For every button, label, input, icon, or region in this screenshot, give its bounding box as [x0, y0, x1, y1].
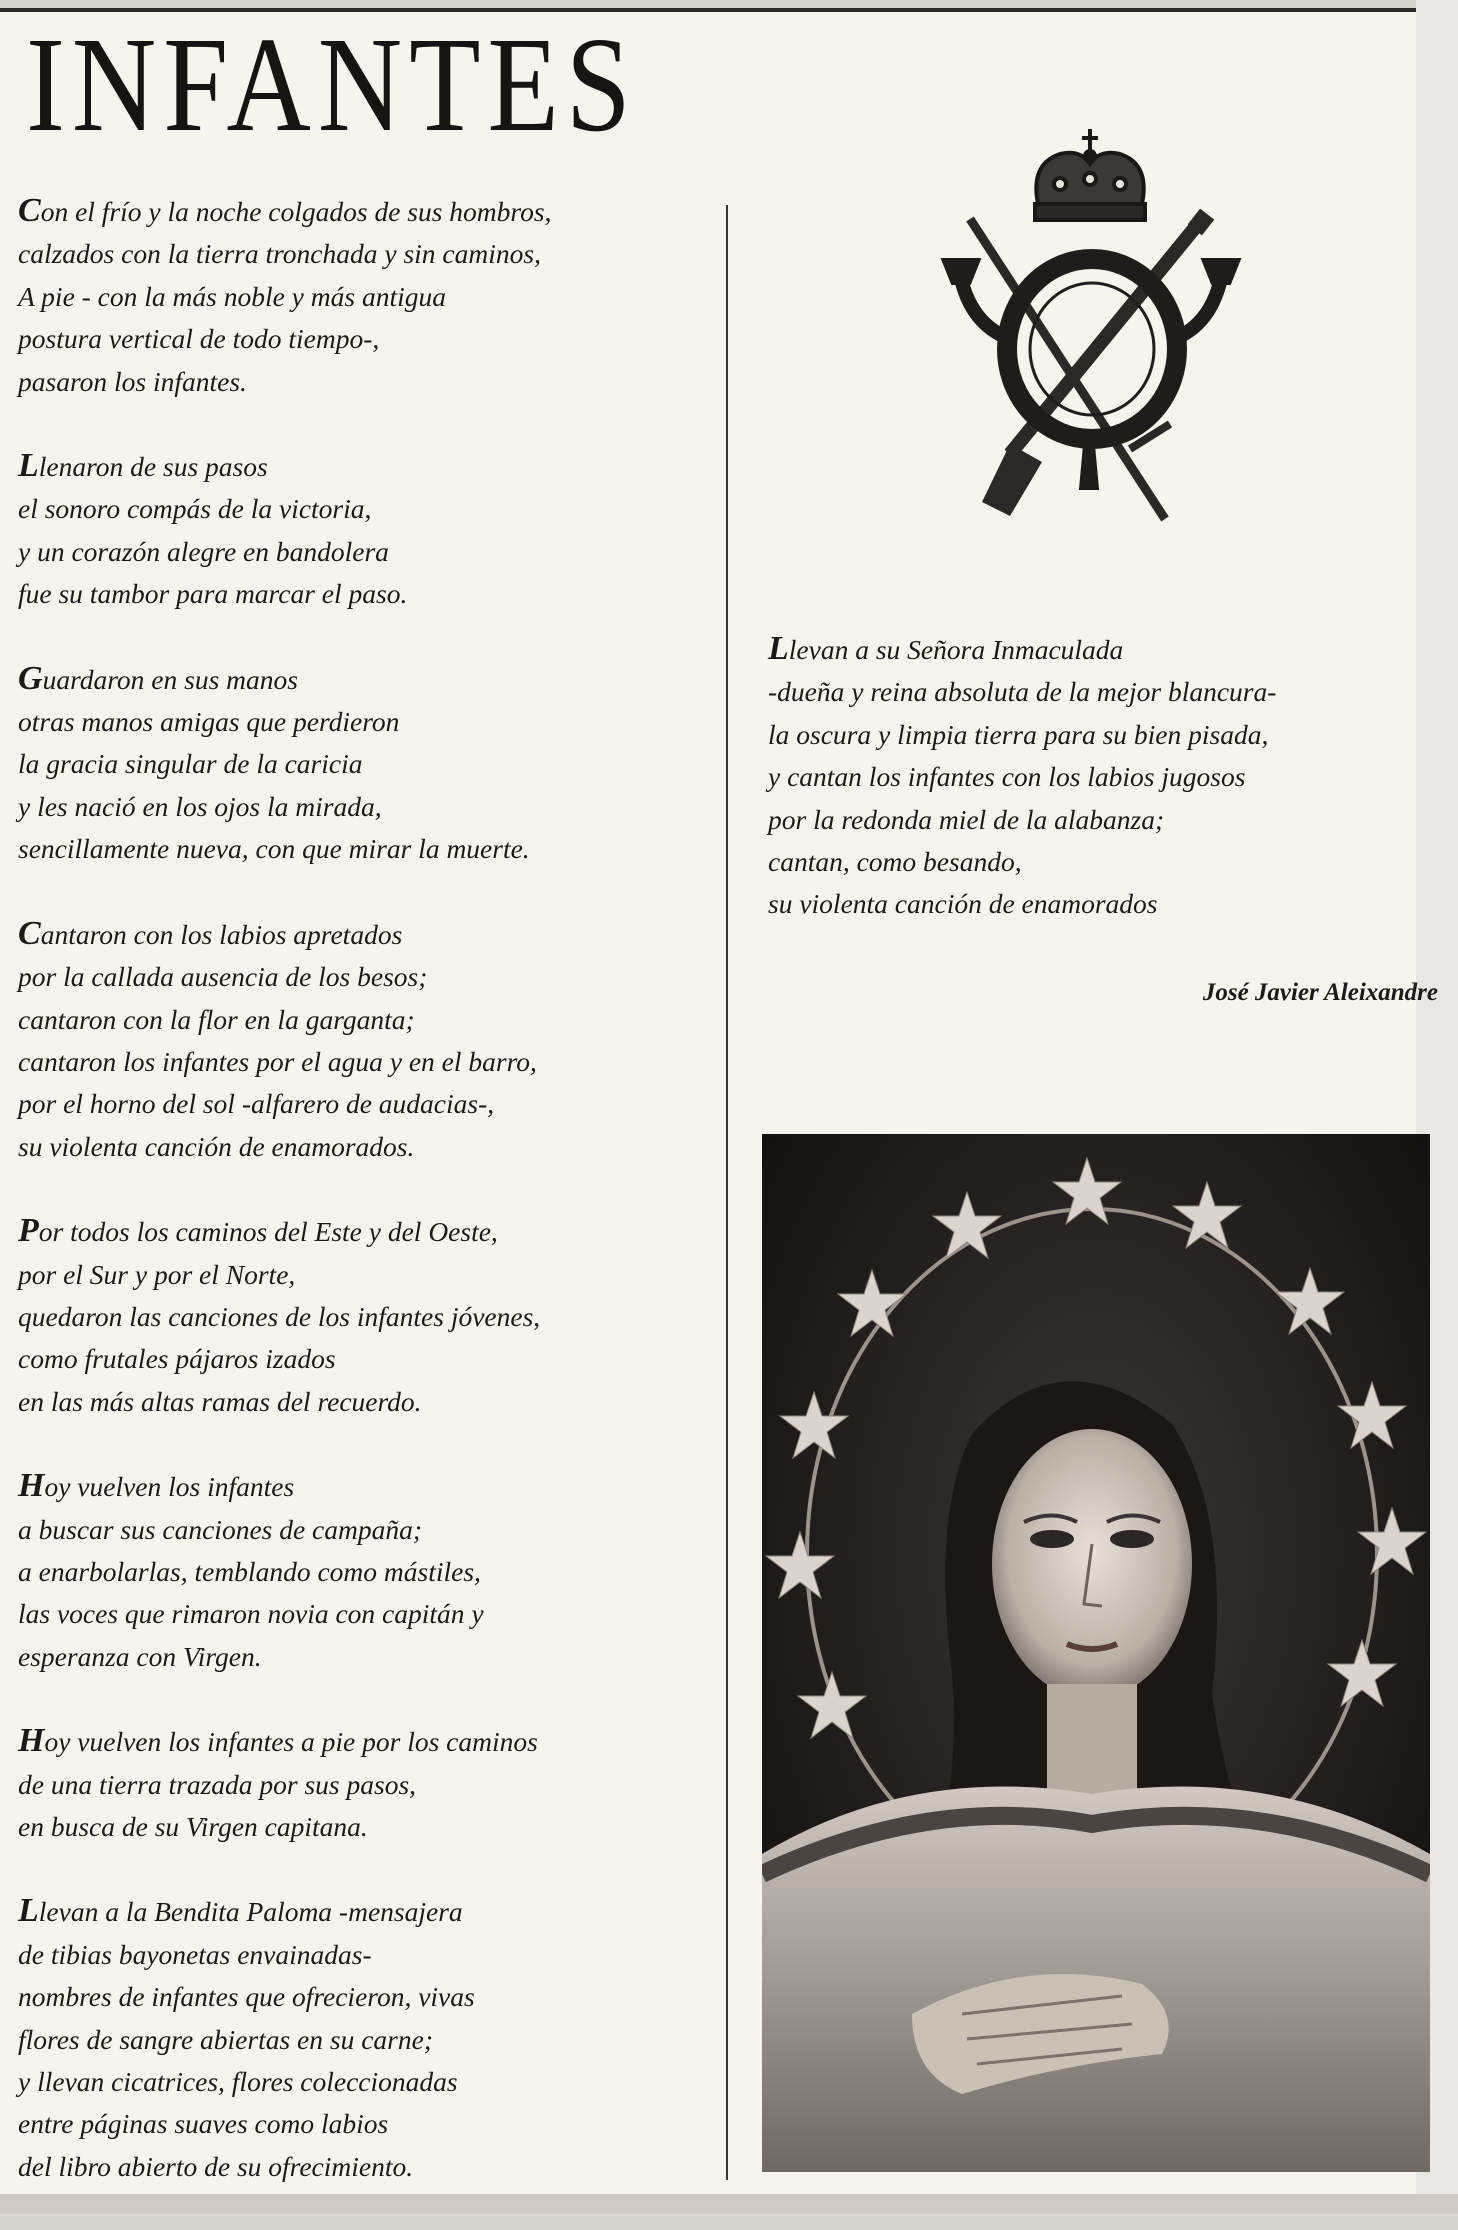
- poem-line: [18, 318, 708, 360]
- poem-line: [18, 1593, 708, 1635]
- poem-line: [18, 1254, 708, 1296]
- stanza: [18, 1465, 708, 1678]
- poem-line-text: A pie - con la más noble y más antigua: [18, 280, 446, 312]
- poem-line: [18, 828, 708, 870]
- poem-line: [18, 701, 708, 743]
- stanza-initial: C: [18, 192, 41, 229]
- poem-line: [18, 1041, 708, 1083]
- poem-line-text: y llevan cicatrices, flores coleccionadas: [18, 2066, 458, 2098]
- poem-line-text: su violenta canción de enamorados: [768, 888, 1158, 920]
- stanza-initial: L: [768, 630, 789, 667]
- poem-line: [18, 2103, 708, 2145]
- poem-line-text: flores de sangre abiertas en su carne;: [18, 2023, 433, 2055]
- poem-line-text: levan a su Señora Inmaculada: [788, 634, 1124, 665]
- poem-line: [18, 1890, 708, 1933]
- poem-line: [18, 658, 708, 701]
- poem-line: [18, 2019, 708, 2061]
- crown-icon: [1035, 129, 1145, 220]
- poem-line: [18, 573, 708, 615]
- poem-line-text: postura vertical de todo tiempo-,: [18, 323, 380, 355]
- stanza: [18, 913, 708, 1168]
- poem-line: [18, 1720, 708, 1763]
- poem-line: [18, 276, 708, 318]
- stanza: [18, 1720, 708, 1848]
- poem-line: [18, 1381, 708, 1423]
- poem-line-text: y un corazón alegre en bandolera: [18, 535, 389, 567]
- poem-line-text: or todos los caminos del Este y del Oeste,: [38, 1216, 498, 1248]
- poem-line: [18, 531, 708, 573]
- poem-line-text: lenaron de sus pasos: [38, 451, 268, 483]
- stanza-initial: H: [18, 1722, 45, 1760]
- bugle-icon: [942, 259, 1240, 489]
- poem-line: [18, 2146, 708, 2188]
- poem-line: [18, 956, 708, 998]
- poem-line: [768, 714, 1448, 756]
- poem-line-text: sencillamente nueva, con que mirar la muerte.: [18, 833, 530, 865]
- stanza-initial: P: [18, 1212, 39, 1250]
- poem-line-text: antaron con los labios apretados: [40, 918, 403, 950]
- poem-line-text: uardaron en sus manos: [42, 663, 298, 695]
- poem-line-text: pasaron los infantes.: [18, 365, 247, 397]
- poem-line: [768, 671, 1448, 713]
- poem-line: [18, 1465, 708, 1508]
- poem-line-text: calzados con la tierra tronchada y sin caminos,: [18, 238, 541, 270]
- poem-line: [18, 999, 708, 1041]
- poem-line-text: fue su tambor para marcar el paso.: [18, 578, 408, 610]
- poem-line: [18, 1509, 708, 1551]
- poem-line: [18, 1210, 708, 1253]
- poem-line-text: oy vuelven los infantes a pie por los caminos: [44, 1726, 538, 1758]
- poem-line-text: de una tierra trazada por sus pasos,: [18, 1768, 417, 1800]
- poem-line: [18, 1551, 708, 1593]
- photo-illustration: [762, 1134, 1430, 2172]
- poem-line-text: on el frío y la noche colgados de sus hombros,: [40, 196, 552, 227]
- poem-line-text: y les nació en los ojos la mirada,: [18, 790, 382, 822]
- poem-line-text: otras manos amigas que perdieron: [18, 706, 400, 738]
- poem-line: [18, 233, 708, 275]
- poem-line-text: quedaron las canciones de los infantes jóvenes,: [18, 1300, 541, 1332]
- poem-line-text: cantan, como besando,: [768, 846, 1022, 878]
- virgin-statue-photo: [762, 1134, 1430, 2172]
- poem-line-text: por la callada ausencia de los besos;: [18, 961, 428, 993]
- stanza-initial: L: [18, 447, 39, 485]
- poem-right-column: [768, 628, 1448, 968]
- poem-line: [768, 883, 1448, 925]
- poem-line-text: la oscura y limpia tierra para su bien pisada,: [768, 718, 1269, 750]
- poem-line: [18, 1976, 708, 2018]
- poem-line-text: a enarbolarlas, temblando como mástiles,: [18, 1555, 481, 1587]
- poem-line-text: oy vuelven los infantes: [44, 1471, 295, 1503]
- stanza: [18, 1210, 708, 1423]
- poem-line-text: de tibias bayonetas envainadas-: [18, 1938, 372, 1970]
- poem-line-text: cantaron con la flor en la garganta;: [18, 1003, 415, 1035]
- poem-line: [18, 361, 708, 403]
- poem-line: [18, 488, 708, 530]
- poem-line: [18, 1636, 708, 1678]
- poem-line-text: como frutales pájaros izados: [18, 1343, 336, 1375]
- stanza-initial: G: [18, 659, 43, 697]
- stanza: [18, 190, 708, 403]
- poem-line-text: levan a la Bendita Paloma -mensajera: [38, 1896, 463, 1928]
- poem-line-text: esperanza con Virgen.: [18, 1640, 262, 1672]
- stanza: [768, 628, 1448, 926]
- author-signature: José Javier Aleixandre: [1202, 979, 1438, 1006]
- poem-line-text: cantaron los infantes por el agua y en el barro,: [18, 1045, 537, 1077]
- poem-line-text: entre páginas suaves como labios: [18, 2108, 389, 2140]
- stanza: [18, 658, 708, 871]
- infantry-emblem-icon: [930, 124, 1250, 544]
- poem-line-text: y cantan los infantes con los labios jugosos: [768, 761, 1246, 793]
- poem-line: [18, 190, 708, 233]
- stanza: [18, 1890, 708, 2188]
- poem-line: [18, 1764, 708, 1806]
- stanza-initial: H: [18, 1467, 45, 1505]
- poem-line: [768, 628, 1448, 671]
- poem-line: [768, 756, 1448, 798]
- poem-line-text: a buscar sus canciones de campaña;: [18, 1513, 423, 1545]
- poem-line: [18, 1126, 708, 1168]
- poem-line-text: del libro abierto de su ofrecimiento.: [18, 2150, 414, 2182]
- stanza-initial: L: [18, 1892, 39, 1930]
- column-divider: [726, 205, 728, 2180]
- poem-line: [18, 1296, 708, 1338]
- poem-line: [18, 1806, 708, 1848]
- poem-line-text: por el horno del sol -alfarero de audacias-,: [18, 1088, 495, 1120]
- poem-line: [18, 2061, 708, 2103]
- poem-line: [18, 1934, 708, 1976]
- poem-line-text: la gracia singular de la caricia: [18, 748, 363, 780]
- stanza-initial: C: [18, 914, 41, 952]
- poem-line-text: las voces que rimaron novia con capitán y: [18, 1598, 484, 1630]
- poem-line: [768, 841, 1448, 883]
- poem-line-text: -dueña y reina absoluta de la mejor blancura-: [768, 676, 1277, 708]
- page-title: INFANTES: [26, 10, 638, 160]
- poem-line: [18, 913, 708, 956]
- poem-line-text: el sonoro compás de la victoria,: [18, 493, 372, 525]
- poem-line-text: por la redonda miel de la alabanza;: [768, 803, 1165, 835]
- poem-line: [18, 1083, 708, 1125]
- poem-line: [18, 445, 708, 488]
- poem-line-text: por el Sur y por el Norte,: [18, 1258, 296, 1290]
- poem-line-text: en las más altas ramas del recuerdo.: [18, 1385, 422, 1417]
- poem-line: [18, 786, 708, 828]
- poem-line-text: nombres de infantes que ofrecieron, vivas: [18, 1981, 475, 2013]
- poem-line: [768, 799, 1448, 841]
- poem-left-column: [18, 190, 708, 2230]
- poem-line: [18, 743, 708, 785]
- stanza: [18, 445, 708, 616]
- poem-line-text: su violenta canción de enamorados.: [18, 1130, 415, 1162]
- poem-line-text: en busca de su Virgen capitana.: [18, 1811, 368, 1842]
- poem-line: [18, 1338, 708, 1380]
